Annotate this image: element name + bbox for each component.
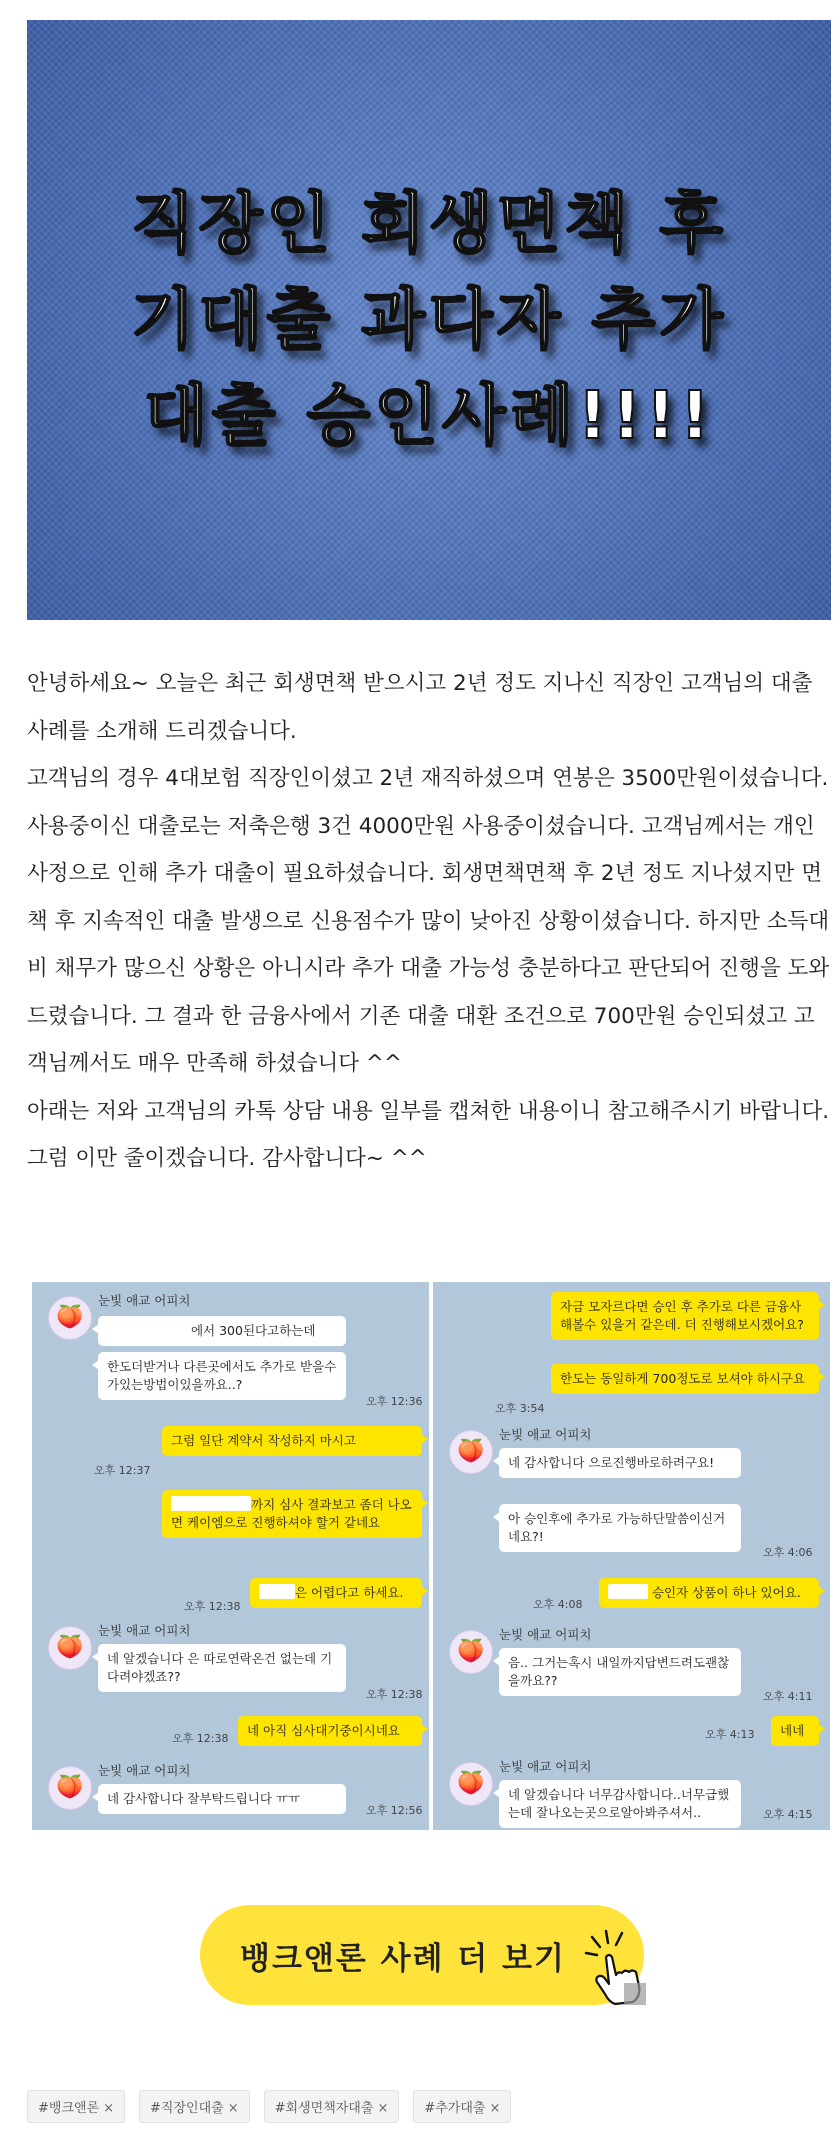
chat-sender-name: 눈빛 애교 어피치 [499,1759,592,1774]
tag-item[interactable]: #직장인대출 × [139,2090,250,2123]
chat-message: 까지 심사 결과보고 좀더 나오면 케이엠으로 진행하셔야 할거 같네요 [162,1490,422,1538]
chat-message: 그럼 일단 계약서 작성하지 마시고 [162,1426,422,1456]
hero-banner [27,20,831,620]
pointing-hand-icon [584,1927,654,2007]
chat-message: 네 아직 심사대기중이시네요 [238,1716,422,1746]
chat-message: 한도는 동일하게 700정도로 보셔야 하시구요 [551,1364,819,1394]
hero-title-line-1: 직장인 회생면책 후 [130,185,727,262]
chat-time: 오후 12:36 [366,1395,423,1408]
chat-message: 아 승인후에 추가로 가능하단말씀이신거네요?! [499,1504,741,1552]
chat-message: 승인자 상품이 하나 있어요. [599,1578,819,1608]
chat-sender-name: 눈빛 애교 어피치 [499,1427,592,1442]
chat-message: 한도더받거나 다른곳에서도 추가로 받을수가있는방법이있을까요..? [98,1352,346,1400]
peach-character-icon: 🍑 [48,1766,92,1810]
chat-sender-name: 눈빛 애교 어피치 [499,1627,592,1642]
chat-message: 네 감사합니다 잘부탁드립니다 ㅠㅠ [98,1784,346,1814]
chat-time: 오후 4:13 [705,1728,755,1741]
chat-message: 네 감사합니다 으로진행바로하려구요! [499,1448,741,1478]
chat-message: 음.. 그거는혹시 내일까지답변드려도괜찮을까요?? [499,1648,741,1696]
chat-sender-name: 눈빛 애교 어피치 [98,1293,191,1308]
article-paragraph-2: 고객님의 경우 4대보험 직장인이셨고 2년 재직하셨으며 연봉은 3500만원이셨습니다. 사용중이신 대출로는 저축은행 3건 4000만원 사용중이셨습니다. 고객님께서는 개인 사정으로 인해 추가 대출이 필요하셨습니다. 회생면책면책 후 2년 정도 지나셨지만 면책 후 지속적인 대출 발생으로 신용점수가 많이 낮아진 상황이셨습니다. 하지만 소득대비 채무가 많으신 상황은 아니시라 추가 대출 가능성 충분하다고 판단되어 진행을 도와드렸습니다. 그 결과 한 금융사에서 기존 대출 대환 조건으로 700만원 승인되셨고 고객님께서도 매우 만족해 하셨습니다 ^^ [27,766,830,1076]
more-cases-button-label: 뱅크앤론 사례 더 보기 [240,1940,566,1977]
tag-item[interactable]: #추가대출 × [413,2090,511,2123]
close-icon[interactable]: × [489,2101,501,2116]
chat-message: 자금 모자르다면 승인 후 추가로 다른 금융사 해볼수 있을거 같은데. 더 진행해보시겠어요? [551,1292,819,1340]
chat-message: 네 알겠습니다 은 따로연락온건 없는데 기다려야겠죠?? [98,1644,346,1692]
chat-time: 오후 3:54 [495,1402,545,1415]
peach-character-icon: 🍑 [449,1430,493,1474]
chat-message: 에서 300된다고하는데 [98,1316,346,1346]
chat-message: 네 알겠습니다 너무감사합니다..너무급했는데 잘나오는곳으로알아봐주셔서.. [499,1780,741,1828]
chat-message: 네네 [771,1716,819,1746]
tag-item[interactable]: #회생면책자대출 × [264,2090,400,2123]
tag-item[interactable]: #뱅크앤론 × [27,2090,125,2123]
chat-time: 오후 12:37 [94,1464,151,1477]
chat-sender-name: 눈빛 애교 어피치 [98,1763,191,1778]
chat-time: 오후 4:11 [763,1690,813,1703]
article-paragraph-1: 안녕하세요~ 오늘은 최근 회생면책 받으시고 2년 정도 지나신 직장인 고객님의 대출 사례를 소개해 드리겠습니다. [27,671,813,744]
peach-character-icon: 🍑 [48,1626,92,1670]
chat-time: 오후 4:06 [763,1546,813,1559]
article-paragraph-3: 아래는 저와 고객님의 카톡 상담 내용 일부를 캡쳐한 내용이니 참고해주시기 바랍니다. 그럼 이만 줄이겠습니다. 감사합니다~ ^^ [27,1098,830,1171]
close-icon[interactable]: × [227,2101,239,2116]
chat-time: 오후 4:15 [763,1808,813,1821]
more-cases-button[interactable] [200,1905,644,2005]
chat-time: 오후 12:38 [366,1688,423,1701]
chat-time: 오후 12:38 [184,1600,241,1613]
article-body [27,660,831,1183]
chat-panel-right [433,1282,830,1830]
close-icon[interactable]: × [377,2101,389,2116]
tag-list [27,2090,511,2123]
chat-message: 은 어렵다고 하세요. [250,1578,422,1608]
chat-sender-name: 눈빛 애교 어피치 [98,1623,191,1638]
chat-time: 오후 12:56 [366,1804,423,1817]
hero-title-line-2: 기대출 과다자 추가 [130,281,727,358]
chat-panel-left [32,1282,429,1830]
close-icon[interactable]: × [103,2101,115,2116]
peach-character-icon: 🍑 [449,1630,493,1674]
chat-time: 오후 12:38 [172,1732,229,1745]
peach-character-icon: 🍑 [449,1762,493,1806]
peach-character-icon: 🍑 [48,1296,92,1340]
chat-screenshots [32,1282,830,1830]
chat-time: 오후 4:08 [533,1598,583,1611]
hero-title-line-3: 대출 승인사례!!!! [144,377,714,454]
